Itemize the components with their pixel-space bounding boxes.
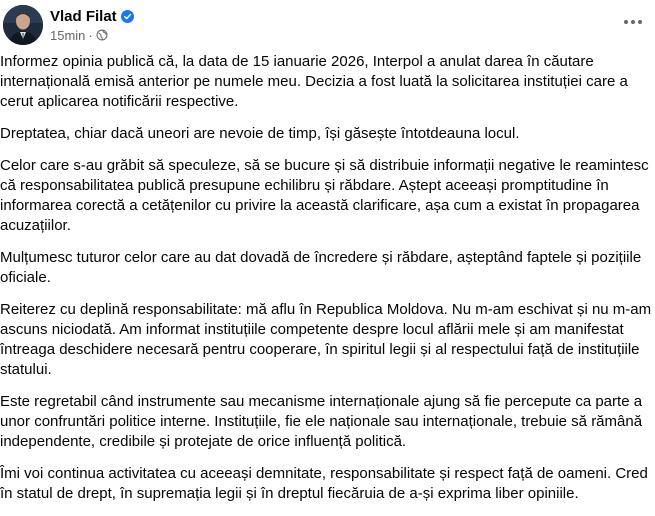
paragraph: Reiterez cu deplină responsabilitate: mă aflu în Republica Moldova. Nu m-am eschivat și nu m-am ascuns niciodată. Am informat instituțiile competente despre locul aflării mele și am manifestat întreaga deschidere necesară pentru cooperare, în spiritul legii și al respectului față de instituțiile statului. xyxy=(0,301,652,378)
avatar[interactable] xyxy=(3,5,43,45)
paragraph: Îmi voi continua activitatea cu aceeași demnitate, responsabilitate și respect față de oameni. Cred în statul de drept, în supremația legii și în dreptul fiecăruia de a-și exprima liber opiniile. xyxy=(0,465,648,502)
globe-icon[interactable] xyxy=(96,29,108,41)
verified-badge-icon xyxy=(121,10,134,23)
post-body xyxy=(0,52,652,516)
post-header xyxy=(0,0,655,52)
paragraph: Mulțumesc tuturor celor care au dat dovadă de încredere și răbdare, așteptând faptele și pozițiile oficiale. xyxy=(0,249,642,286)
paragraph: Celor care s-au grăbit să speculeze, să se bucure și să distribuie informații negative le reamintesc că responsabilitatea publică presupune echilibru și răbdare. Aștept aceeași promptitudine în informarea corectă a cetățenilor cu privire la această clarificare, așa cum a existat în propagarea acuzațiilor. xyxy=(0,157,649,234)
more-horizontal-icon xyxy=(623,19,643,25)
post-meta xyxy=(50,27,108,43)
timestamp[interactable]: 15min xyxy=(50,27,86,43)
more-options-button[interactable] xyxy=(621,10,645,34)
paragraph: Dreptatea, chiar dacă uneori are nevoie de timp, își găsește întotdeauna locul. xyxy=(0,125,520,142)
paragraph: Este regretabil când instrumente sau mecanisme internaționale ajung să fie percepute ca parte a unor confruntări politice interne. Instituțiile, fie ele naționale sau internaționale, trebuie să rămână independente, credibile și protejate de orice influență politică. xyxy=(0,393,643,450)
paragraph: Informez opinia publică că, la data de 15 ianuarie 2026, Interpol a anulat darea în căutare internațională emisă anterior pe numele meu. Decizia a fost luată la solicitarea instituției care a cerut aplicarea notificării respective. xyxy=(0,53,628,110)
author-line xyxy=(50,6,134,26)
author-name[interactable]: Vlad Filat xyxy=(50,7,117,25)
profile-photo-icon xyxy=(3,5,43,45)
meta-separator: · xyxy=(88,27,93,43)
